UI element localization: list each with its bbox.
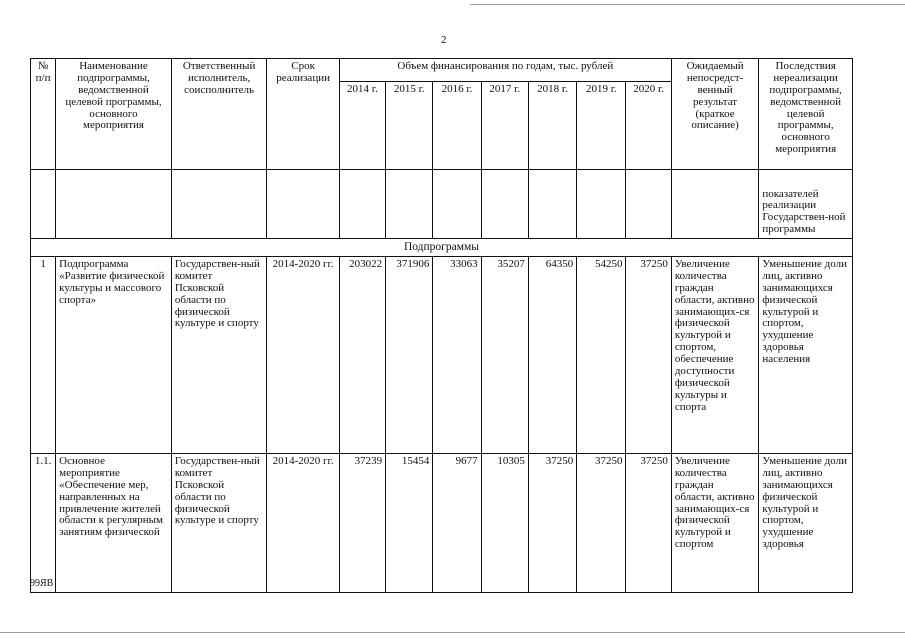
row-value-2016: 9677	[433, 454, 481, 593]
header-funding: Объем финансирования по годам, тыс. рублей	[339, 59, 671, 82]
header-year: 2016 г.	[433, 82, 481, 170]
indicator-link-text: показателей реализации Государствен-ной программы	[759, 170, 853, 239]
row-value-2015: 371906	[386, 257, 433, 454]
row-num: 1.1.	[31, 454, 56, 593]
row-expected: Увеличение количества граждан области, активно занимающих-ся физической культурой и спортом, обеспечение доступности физической культуры и спорта	[671, 257, 759, 454]
table-row	[31, 257, 853, 454]
row-consequences: Уменьшение доли лиц, активно занимающихся физической культурой и спортом, ухудшение здоровья населения	[759, 257, 853, 454]
row-value-2020: 37250	[626, 257, 671, 454]
program-table	[30, 58, 853, 593]
page-number: 2	[441, 34, 447, 46]
table-row	[31, 454, 853, 593]
row-responsible: Государствен-ный комитет Псковской области по физической культуре и спорту	[171, 454, 267, 593]
header-responsible: Ответственный исполнитель, соисполнитель	[171, 59, 267, 170]
header-name: Наименование подпрограммы, ведомственной целевой программы, основного мероприятия	[56, 59, 172, 170]
section-row	[31, 239, 853, 257]
header-consequences: Последствия нереализации подпрограммы, ведомственной целевой программы, основного мероприятия	[759, 59, 853, 170]
row-value-2014: 203022	[339, 257, 385, 454]
row-value-2014: 37239	[339, 454, 385, 593]
row-value-2017: 10305	[481, 454, 528, 593]
header-expected: Ожидаемый непосредст-венный результат (краткое описание)	[671, 59, 759, 170]
header-year: 2020 г.	[626, 82, 671, 170]
scan-edge-line-bottom	[0, 632, 905, 633]
row-term: 2014-2020 гг.	[267, 454, 339, 593]
row-value-2020: 37250	[626, 454, 671, 593]
row-num: 1	[31, 257, 56, 454]
row-term: 2014-2020 гг.	[267, 257, 339, 454]
row-value-2018: 64350	[528, 257, 576, 454]
header-year: 2017 г.	[481, 82, 528, 170]
row-value-2017: 35207	[481, 257, 528, 454]
header-year: 2015 г.	[386, 82, 433, 170]
row-name: Подпрограмма «Развитие физической культуры и массового спорта»	[56, 257, 172, 454]
continuation-row	[31, 170, 853, 239]
row-expected: Увеличение количества граждан области, активно занимающих-ся физической культурой и спортом	[671, 454, 759, 593]
row-value-2016: 33063	[433, 257, 481, 454]
header-term: Срок реализации	[267, 59, 339, 170]
row-value-2018: 37250	[528, 454, 576, 593]
row-consequences: Уменьшение доли лиц, активно занимающихся физической культурой и спортом, ухудшение здоровья	[759, 454, 853, 593]
row-value-2015: 15454	[386, 454, 433, 593]
header-year: 2019 г.	[577, 82, 626, 170]
row-responsible: Государствен-ный комитет Псковской области по физической культуре и спорту	[171, 257, 267, 454]
section-title: Подпрограммы	[31, 239, 853, 257]
header-num: № п/п	[31, 59, 56, 170]
scan-edge-line-top	[470, 4, 905, 5]
footer-code: 99ЯВ	[30, 578, 54, 589]
row-value-2019: 37250	[577, 454, 626, 593]
row-value-2019: 54250	[577, 257, 626, 454]
row-name: Основное мероприятие «Обеспечение мер, направленных на привлечение жителей области к регулярным занятиям физической	[56, 454, 172, 593]
header-year: 2014 г.	[339, 82, 385, 170]
header-row-1	[31, 59, 853, 82]
header-year: 2018 г.	[528, 82, 576, 170]
